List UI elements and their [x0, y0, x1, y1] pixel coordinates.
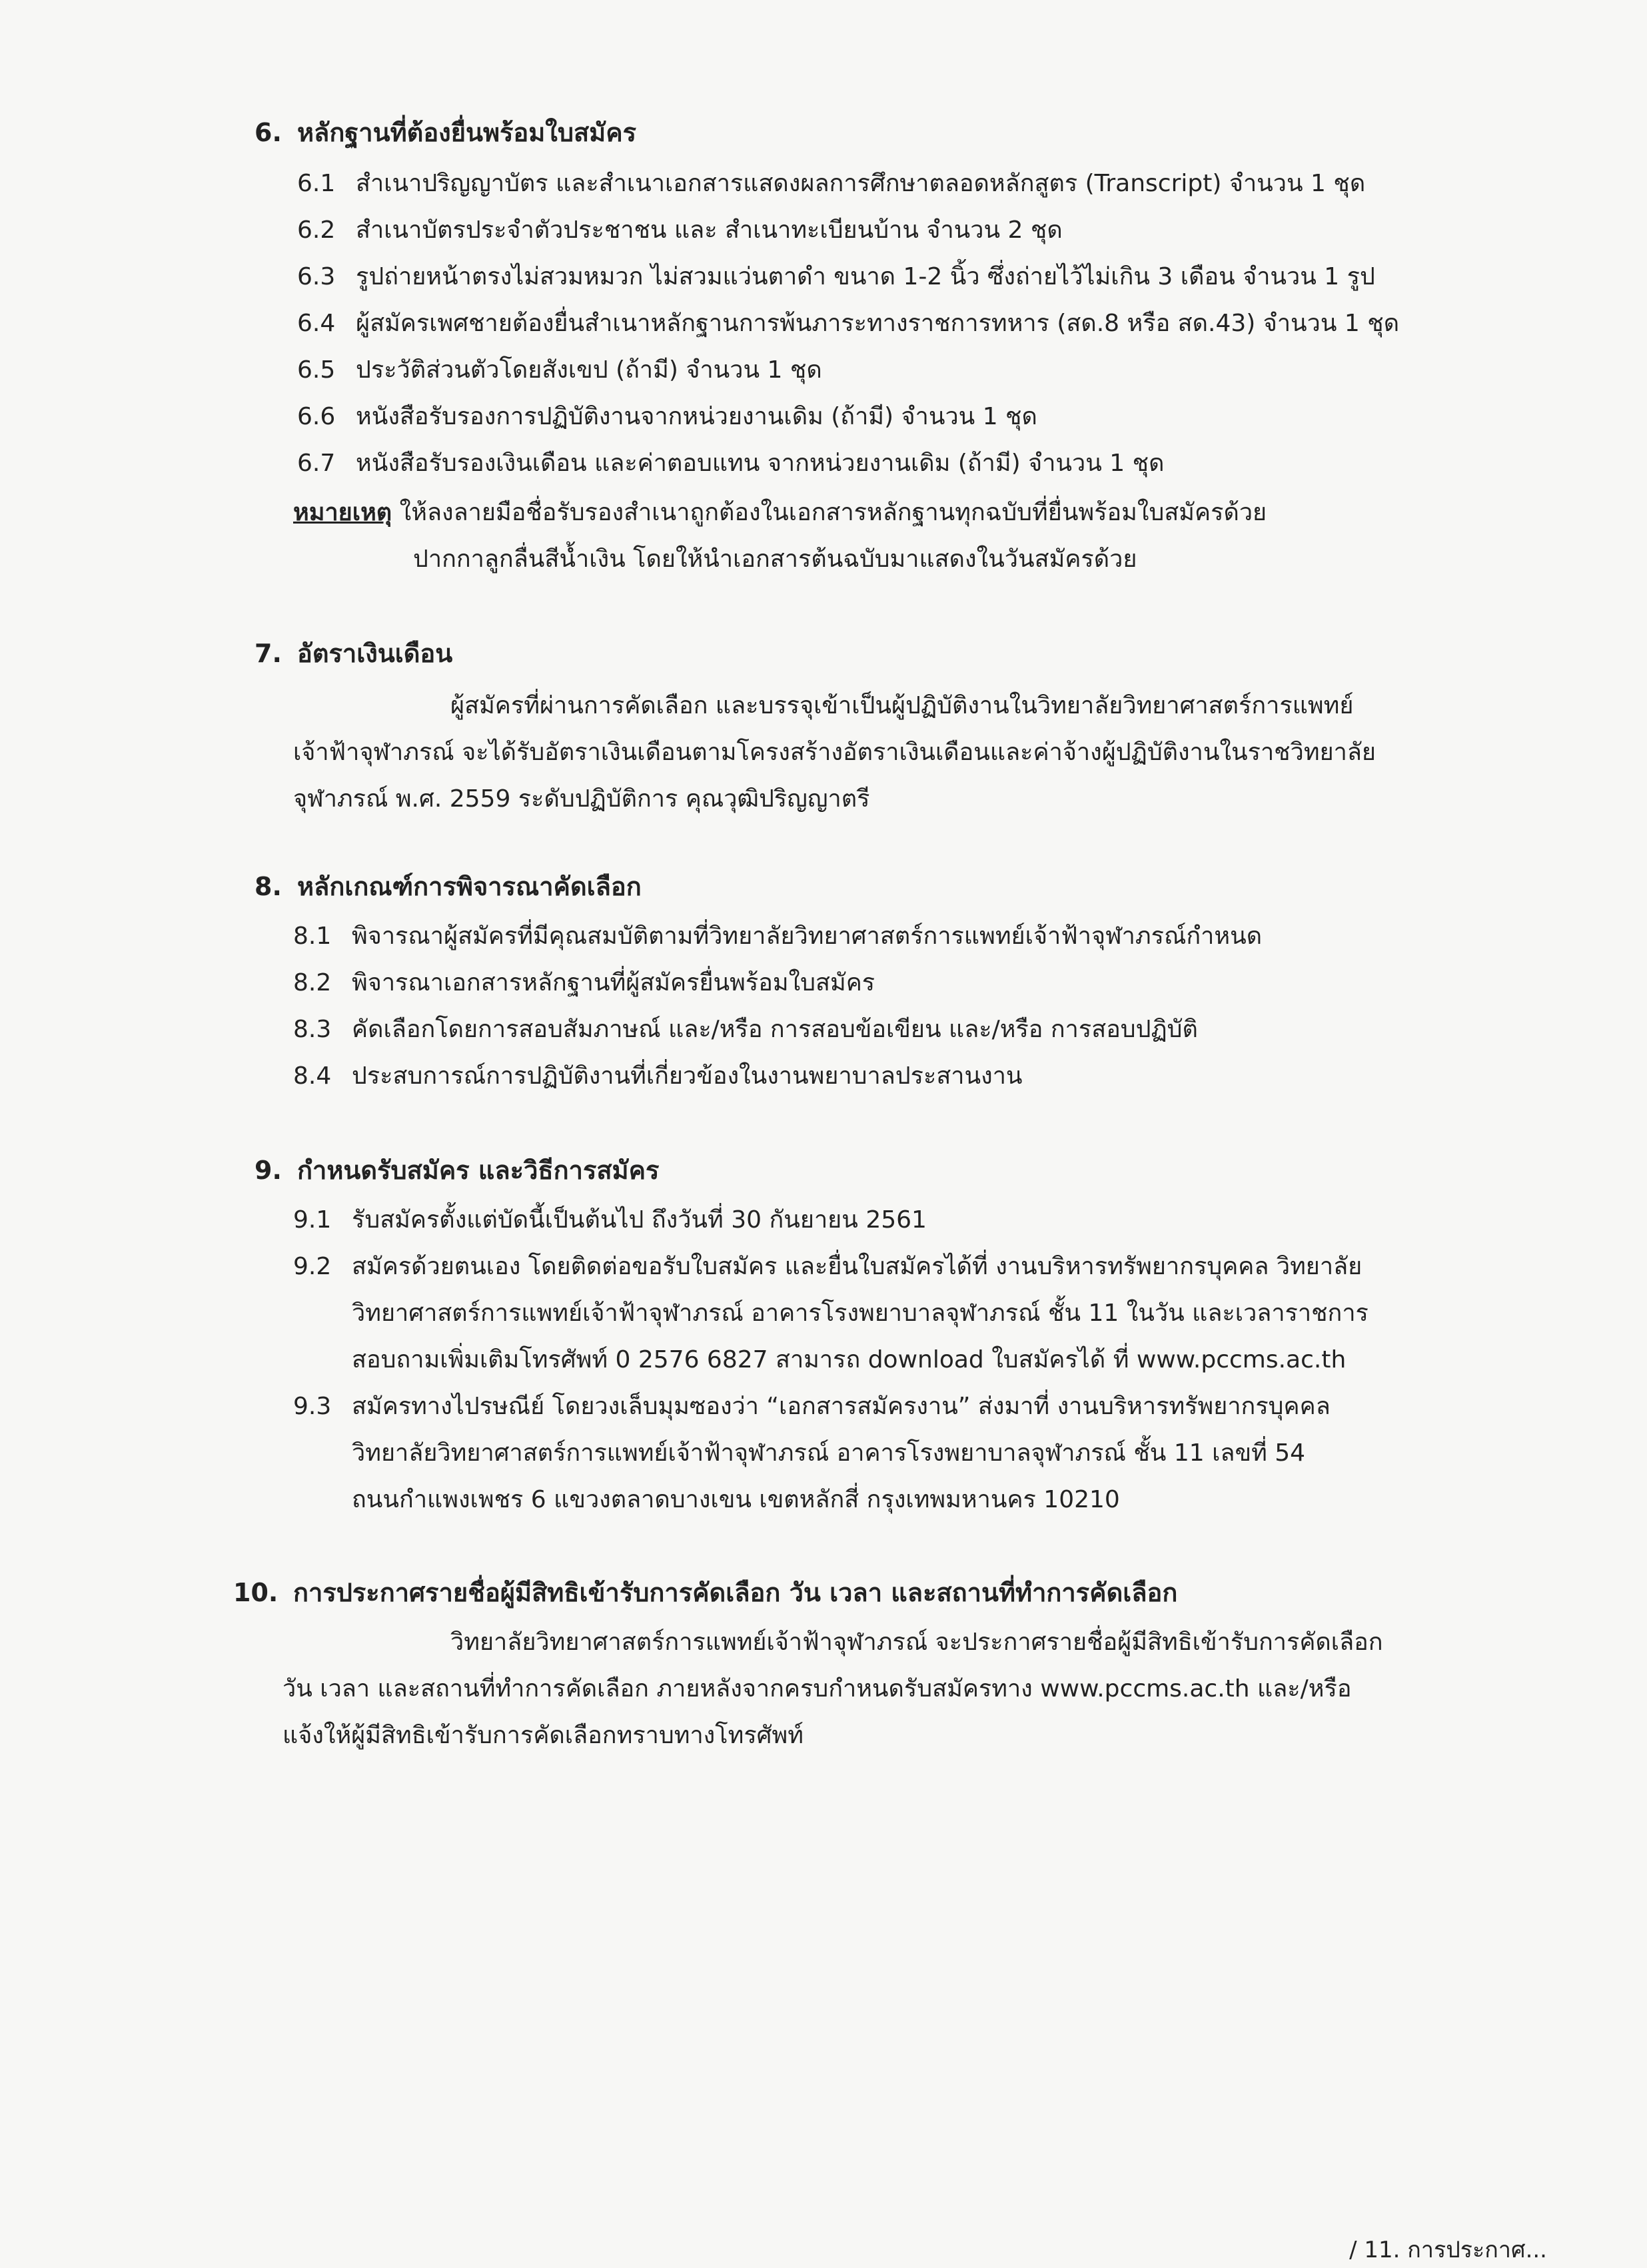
- section-number: 6.: [255, 118, 282, 147]
- section-number: 9.: [255, 1156, 282, 1185]
- item-number: 6.3: [297, 263, 336, 290]
- section-title: การประกาศรายชื่อผู้มีสิทธิเข้ารับการคัดเลือก วัน เวลา และสถานที่ทำการคัดเลือก: [293, 1578, 1178, 1607]
- item-text: รับสมัครตั้งแต่บัดนี้เป็นต้นไป ถึงวันที่ 30 กันยายน 2561: [352, 1206, 927, 1234]
- item-continuation: สอบถามเพิ่มเติมโทรศัพท์ 0 2576 6827 สามารถ download ใบสมัครได้ ที่ www.pccms.ac.th: [352, 1346, 1347, 1373]
- list-item: [297, 304, 1399, 342]
- item-number: 6.6: [297, 403, 336, 430]
- note-line: [293, 493, 1267, 531]
- paragraph-line: วัน เวลา และสถานที่ทำการคัดเลือก ภายหลังจากครบกำหนดรับสมัครทาง www.pccms.ac.th และ/หรือ: [282, 1675, 1352, 1702]
- list-item: [293, 917, 1262, 954]
- item-text: ประวัติส่วนตัวโดยสังเขป (ถ้ามี) จำนวน 1 ชุด: [356, 356, 822, 384]
- section-title: หลักเกณฑ์การพิจารณาคัดเลือก: [297, 872, 642, 901]
- list-item: [293, 1056, 1023, 1094]
- section-8-heading: [255, 866, 642, 907]
- item-continuation: ถนนกำแพงเพชร 6 แขวงตลาดบางเขน เขตหลักสี่ กรุงเทพมหานคร 10210: [352, 1486, 1120, 1513]
- list-item: [293, 963, 875, 1001]
- item-text: พิจารณาเอกสารหลักฐานที่ผู้สมัครยื่นพร้อมใบสมัคร: [352, 969, 875, 996]
- item-number: 8.3: [293, 1016, 332, 1043]
- section-number: 7.: [255, 639, 282, 668]
- item-text: หนังสือรับรองเงินเดือน และค่าตอบแทน จากหน่วยงานเดิม (ถ้ามี) จำนวน 1 ชุด: [356, 450, 1165, 477]
- item-number: 6.7: [297, 450, 336, 477]
- paragraph-line: ผู้สมัครที่ผ่านการคัดเลือก และบรรจุเข้าเป็นผู้ปฏิบัติงานในวิทยาลัยวิทยาศาสตร์การแพทย์: [450, 692, 1354, 719]
- item-number: 9.1: [293, 1206, 332, 1234]
- section-6-heading: [255, 112, 636, 153]
- list-item: [297, 257, 1375, 295]
- list-item: [297, 210, 1063, 248]
- section-7-heading: [255, 633, 452, 673]
- list-item: [297, 164, 1365, 202]
- item-continuation: วิทยาศาสตร์การแพทย์เจ้าฟ้าจุฬาภรณ์ อาคารโรงพยาบาลจุฬาภรณ์ ชั้น 11 ในวัน และเวลาราชการ: [352, 1300, 1369, 1327]
- paragraph-line: วิทยาลัยวิทยาศาสตร์การแพทย์เจ้าฟ้าจุฬาภรณ์ จะประกาศรายชื่อผู้มีสิทธิเข้ารับการคัดเลือก: [450, 1629, 1383, 1656]
- item-text: หนังสือรับรองการปฏิบัติงานจากหน่วยงานเดิม (ถ้ามี) จำนวน 1 ชุด: [356, 403, 1037, 430]
- section-number: 8.: [255, 872, 282, 901]
- note-label: หมายเหตุ: [293, 499, 392, 526]
- continuation-footer: / 11. การประกาศ...: [1349, 2237, 1547, 2263]
- section-title: หลักฐานที่ต้องยื่นพร้อมใบสมัคร: [297, 118, 637, 147]
- item-text: ผู้สมัครเพศชายต้องยื่นสำเนาหลักฐานการพ้นภาระทางราชการทหาร (สด.8 หรือ สด.43) จำนวน 1 ชุด: [356, 310, 1400, 337]
- item-number: 6.4: [297, 310, 336, 337]
- item-number: 6.5: [297, 356, 336, 384]
- section-10-heading: [233, 1572, 1177, 1613]
- item-number: 6.1: [297, 170, 336, 197]
- item-text: รูปถ่ายหน้าตรงไม่สวมหมวก ไม่สวมแว่นตาดำ ขนาด 1-2 นิ้ว ซึ่งถ่ายไว้ไม่เกิน 3 เดือน จำนวน 1 รูป: [356, 263, 1375, 290]
- item-text: พิจารณาผู้สมัครที่มีคุณสมบัติตามที่วิทยาลัยวิทยาศาสตร์การแพทย์เจ้าฟ้าจุฬาภรณ์กำหนด: [352, 923, 1263, 950]
- section-number: 10.: [233, 1578, 278, 1607]
- list-item: [293, 1387, 1331, 1425]
- item-continuation: วิทยาลัยวิทยาศาสตร์การแพทย์เจ้าฟ้าจุฬาภรณ์ อาคารโรงพยาบาลจุฬาภรณ์ ชั้น 11 เลขที่ 54: [352, 1439, 1306, 1467]
- item-number: 8.4: [293, 1062, 332, 1090]
- note-line-continued: ปากกาลูกลื่นสีน้ำเงิน โดยให้นำเอกสารต้นฉบับมาแสดงในวันสมัครด้วย: [413, 546, 1137, 573]
- list-item: [297, 444, 1164, 482]
- section-title: กำหนดรับสมัคร และวิธีการสมัคร: [297, 1156, 660, 1185]
- item-text: สำเนาบัตรประจำตัวประชาชน และ สำเนาทะเบียนบ้าน จำนวน 2 ชุด: [356, 216, 1063, 244]
- paragraph-line: แจ้งให้ผู้มีสิทธิเข้ารับการคัดเลือกทราบทางโทรศัพท์: [282, 1722, 804, 1749]
- list-item: [297, 397, 1037, 435]
- item-text: สำเนาปริญญาบัตร และสำเนาเอกสารแสดงผลการศึกษาตลอดหลักสูตร (Transcript) จำนวน 1 ชุด: [356, 170, 1366, 197]
- list-item: [293, 1010, 1198, 1048]
- item-text: ประสบการณ์การปฏิบัติงานที่เกี่ยวข้องในงานพยาบาลประสานงาน: [352, 1062, 1023, 1090]
- item-number: 8.2: [293, 969, 332, 996]
- section-9-heading: [255, 1150, 659, 1190]
- item-number: 6.2: [297, 216, 336, 244]
- item-text: คัดเลือกโดยการสอบสัมภาษณ์ และ/หรือ การสอบข้อเขียน และ/หรือ การสอบปฏิบัติ: [352, 1016, 1198, 1043]
- section-title: อัตราเงินเดือน: [297, 639, 453, 668]
- list-item: [293, 1247, 1362, 1285]
- note-text: ให้ลงลายมือชื่อรับรองสำเนาถูกต้องในเอกสารหลักฐานทุกฉบับที่ยื่นพร้อมใบสมัครด้วย: [399, 499, 1267, 526]
- item-number: 9.2: [293, 1253, 332, 1280]
- paragraph-line: จุฬาภรณ์ พ.ศ. 2559 ระดับปฏิบัติการ คุณวุฒิปริญญาตรี: [293, 785, 870, 813]
- item-text: สมัครด้วยตนเอง โดยติดต่อขอรับใบสมัคร และยื่นใบสมัครได้ที่ งานบริหารทรัพยากรบุคคล วิทยาลัย: [352, 1253, 1363, 1280]
- paragraph-line: เจ้าฟ้าจุฬาภรณ์ จะได้รับอัตราเงินเดือนตามโครงสร้างอัตราเงินเดือนและค่าจ้างผู้ปฏิบัติงานในราชวิทยาลัย: [293, 739, 1376, 766]
- list-item: [297, 350, 822, 388]
- list-item: [293, 1200, 927, 1238]
- item-text: สมัครทางไปรษณีย์ โดยวงเล็บมุมซองว่า “เอกสารสมัครงาน” ส่งมาที่ งานบริหารทรัพยากรบุคคล: [352, 1393, 1331, 1420]
- item-number: 8.1: [293, 923, 332, 950]
- item-number: 9.3: [293, 1393, 332, 1420]
